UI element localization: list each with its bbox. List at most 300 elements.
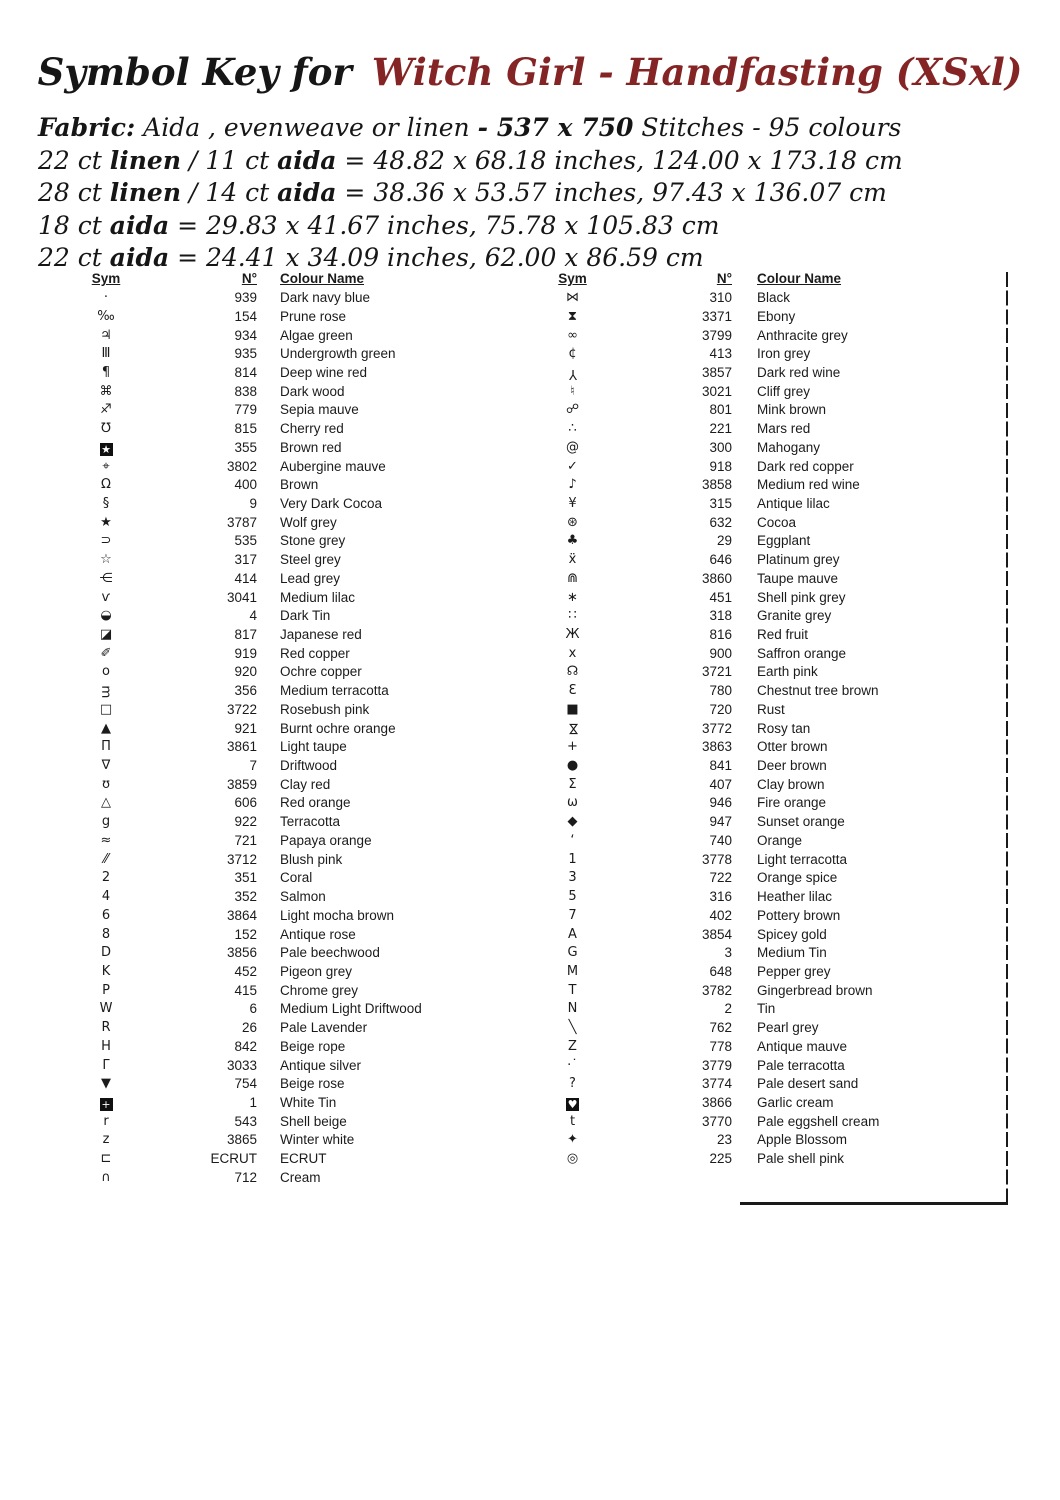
symbol-cell bbox=[75, 327, 137, 345]
colour-name-cell: Light terracotta bbox=[757, 851, 848, 867]
symbol-glyph: ★ bbox=[100, 514, 112, 530]
number-cell: 3857 bbox=[701, 364, 732, 380]
symbol-glyph: ⊛ bbox=[567, 514, 578, 530]
number-cell: 3787 bbox=[226, 514, 257, 530]
symbol-cell bbox=[545, 1150, 600, 1168]
symbol-cell bbox=[75, 1075, 137, 1093]
colour-name-cell: Blush pink bbox=[280, 851, 343, 867]
number-cell: 3782 bbox=[701, 982, 732, 998]
number-cell: 23 bbox=[716, 1132, 732, 1148]
symbol-glyph: ? bbox=[569, 1076, 576, 1092]
colour-name-cell: Winter white bbox=[280, 1132, 355, 1148]
number-cell: 415 bbox=[234, 982, 257, 998]
symbol-cell bbox=[545, 570, 600, 588]
symbol-cell bbox=[75, 551, 137, 569]
symbol-glyph: ⋈ bbox=[566, 290, 579, 306]
number-cell: 414 bbox=[234, 570, 257, 586]
symbol-cell bbox=[545, 645, 600, 663]
symbol-glyph: z bbox=[102, 1132, 110, 1148]
symbol-cell bbox=[75, 813, 137, 831]
symbol-cell bbox=[545, 720, 600, 738]
number-cell: 3864 bbox=[226, 907, 257, 923]
symbol-cell bbox=[75, 682, 137, 700]
colour-name-cell: Earth pink bbox=[757, 664, 818, 680]
number-cell: 3712 bbox=[226, 851, 257, 867]
colour-name-cell: Orange bbox=[757, 832, 803, 848]
symbol-cell bbox=[75, 401, 137, 419]
symbol-cell bbox=[545, 439, 600, 457]
symbol-glyph: ╲ bbox=[568, 1020, 577, 1036]
symbol-cell bbox=[75, 645, 137, 663]
colour-name-cell: Lead grey bbox=[280, 570, 341, 586]
symbol-glyph: ♣ bbox=[566, 533, 579, 549]
symbol-glyph: ∇ bbox=[101, 758, 111, 774]
symbol-glyph: Π bbox=[101, 739, 111, 755]
number-cell: 3854 bbox=[701, 926, 732, 942]
symbol-glyph: ▼ bbox=[101, 1076, 111, 1092]
symbol-cell bbox=[545, 626, 600, 644]
number-cell: 451 bbox=[709, 589, 732, 605]
number-cell: 402 bbox=[709, 907, 732, 923]
colour-name-cell: Light mocha brown bbox=[280, 907, 395, 923]
symbol-cell bbox=[545, 327, 600, 345]
colour-name-cell: Chestnut tree brown bbox=[757, 683, 879, 699]
number-cell: 816 bbox=[709, 627, 732, 643]
symbol-glyph: 4 bbox=[101, 889, 111, 905]
fabric-segment: / 14 ct bbox=[181, 178, 278, 207]
inverted-symbol-glyph: + bbox=[101, 1097, 111, 1111]
symbol-cell bbox=[75, 776, 137, 794]
colour-name-cell: Prune rose bbox=[280, 308, 347, 324]
colour-name-cell: Beige rope bbox=[280, 1038, 346, 1054]
colour-name-cell: Medium Light Driftwood bbox=[280, 1001, 422, 1017]
colour-name-cell: Heather lilac bbox=[757, 889, 833, 905]
symbol-glyph: ⋲ bbox=[99, 570, 113, 586]
colour-name-cell: Shell pink grey bbox=[757, 589, 846, 605]
colour-name-cell: Red orange bbox=[280, 795, 351, 811]
symbol-cell bbox=[545, 401, 600, 419]
fabric-segment: 22 ct bbox=[38, 145, 110, 175]
number-cell: 842 bbox=[234, 1038, 257, 1054]
symbol-glyph: Y bbox=[568, 365, 577, 381]
symbol-glyph: D bbox=[100, 945, 111, 961]
fabric-segment: - 537 x 750 bbox=[477, 113, 634, 142]
colour-name-cell: Saffron orange bbox=[757, 645, 847, 661]
symbol-cell bbox=[545, 514, 600, 532]
symbol-cell bbox=[545, 1131, 600, 1149]
colour-name-cell: Pale Lavender bbox=[280, 1020, 368, 1036]
colour-name-cell: Platinum grey bbox=[757, 552, 840, 568]
number-cell: 721 bbox=[234, 832, 257, 848]
number-cell: 3861 bbox=[226, 739, 257, 755]
colour-name-cell: Medium terracotta bbox=[280, 683, 389, 699]
symbol-glyph: 1 bbox=[568, 851, 577, 867]
colour-name-cell: Coral bbox=[280, 870, 313, 886]
colour-name-cell: Ebony bbox=[757, 308, 796, 324]
number-cell: 317 bbox=[234, 552, 257, 568]
colour-name-cell: Pigeon grey bbox=[280, 963, 353, 979]
symbol-cell bbox=[545, 757, 600, 775]
number-cell: 632 bbox=[709, 514, 732, 530]
symbol-glyph: ⋈ bbox=[565, 722, 581, 736]
symbol-glyph: T bbox=[568, 982, 577, 998]
number-cell: 838 bbox=[234, 383, 257, 399]
number-cell: 6 bbox=[249, 1001, 257, 1017]
symbol-glyph: M bbox=[566, 963, 579, 979]
symbol-cell bbox=[75, 757, 137, 775]
symbol-glyph: ⁄⁄ bbox=[103, 851, 109, 867]
symbol-glyph: ∷ bbox=[568, 608, 577, 624]
number-cell: 946 bbox=[709, 795, 732, 811]
sym-header: Sym bbox=[558, 271, 587, 287]
colour-name-cell: Clay red bbox=[280, 776, 331, 792]
number-cell: 3859 bbox=[226, 776, 257, 792]
symbol-cell bbox=[75, 458, 137, 476]
number-cell: 648 bbox=[709, 963, 732, 979]
number-cell: 1 bbox=[249, 1094, 257, 1110]
symbol-cell bbox=[545, 794, 600, 812]
symbol-glyph: ♃ bbox=[100, 327, 112, 343]
number-cell: 918 bbox=[709, 458, 732, 474]
symbol-glyph: ʻ bbox=[570, 832, 575, 848]
left-key-column bbox=[75, 270, 422, 1187]
colour-name-cell: Anthracite grey bbox=[757, 327, 848, 343]
colour-name-cell: Deep wine red bbox=[280, 364, 368, 380]
symbol-cell bbox=[75, 1094, 137, 1112]
symbol-cell bbox=[545, 963, 600, 981]
colour-name-cell: Terracotta bbox=[280, 814, 341, 830]
symbol-glyph: · bbox=[103, 290, 109, 306]
symbol-glyph: ¢ bbox=[568, 346, 577, 362]
number-cell: 3866 bbox=[701, 1094, 732, 1110]
symbol-cell bbox=[545, 1019, 600, 1037]
symbol-cell bbox=[75, 1057, 137, 1075]
colour-name-cell: Apple Blossom bbox=[757, 1132, 848, 1148]
number-cell: 351 bbox=[234, 870, 257, 886]
symbol-glyph: ☍ bbox=[565, 402, 580, 418]
colour-name-cell: Pale terracotta bbox=[757, 1057, 845, 1073]
colour-name-cell: Ochre copper bbox=[280, 664, 362, 680]
colour-name-cell: Papaya orange bbox=[280, 832, 372, 848]
symbol-glyph: ¥ bbox=[568, 495, 577, 511]
symbol-glyph: ⊃ bbox=[100, 533, 112, 549]
number-cell: 841 bbox=[709, 758, 732, 774]
number-cell: 543 bbox=[234, 1113, 257, 1129]
colour-name-cell: Antique mauve bbox=[757, 1038, 848, 1054]
colour-name-cell: Black bbox=[757, 290, 791, 306]
number-cell: 3858 bbox=[701, 477, 732, 493]
symbol-glyph: ♪ bbox=[568, 477, 577, 493]
number-cell: 3778 bbox=[701, 851, 732, 867]
symbol-cell bbox=[545, 420, 600, 438]
symbol-cell bbox=[545, 607, 600, 625]
colour-name-cell: Undergrowth green bbox=[280, 346, 396, 362]
page-title bbox=[0, 50, 1060, 94]
symbol-cell bbox=[545, 289, 600, 307]
symbol-cell bbox=[75, 364, 137, 382]
symbol-glyph: ☊ bbox=[566, 664, 579, 680]
fabric-segment: = 38.36 x 53.57 inches, 97.43 x 136.07 cm bbox=[336, 178, 887, 207]
symbol-cell bbox=[545, 589, 600, 607]
symbol-glyph: Ɛ bbox=[568, 683, 577, 699]
symbol-cell bbox=[545, 1113, 600, 1131]
colour-name-cell: Dark wood bbox=[280, 383, 345, 399]
number-cell: 801 bbox=[709, 402, 732, 418]
number-cell: 3863 bbox=[701, 739, 732, 755]
symbol-glyph: 6 bbox=[101, 907, 111, 923]
number-cell: 3722 bbox=[226, 701, 257, 717]
colour-name-cell: Cliff grey bbox=[757, 383, 811, 399]
symbol-cell bbox=[75, 626, 137, 644]
symbol-glyph: t bbox=[569, 1113, 576, 1129]
number-cell: 947 bbox=[709, 814, 732, 830]
fabric-segment: 18 ct bbox=[38, 210, 110, 240]
symbol-glyph: o bbox=[102, 664, 110, 680]
number-cell: 318 bbox=[709, 608, 732, 624]
symbol-cell bbox=[75, 738, 137, 756]
colour-name-cell: Red copper bbox=[280, 645, 350, 661]
symbol-glyph: ▲ bbox=[101, 720, 111, 736]
number-header: N° bbox=[241, 271, 257, 287]
colour-name-cell: Driftwood bbox=[280, 758, 338, 774]
symbol-cell bbox=[75, 589, 137, 607]
symbol-cell bbox=[75, 851, 137, 869]
fabric-segment: 22 ct bbox=[38, 243, 110, 272]
number-cell: 316 bbox=[709, 889, 732, 905]
colour-name-cell: Dark red wine bbox=[757, 364, 841, 380]
symbol-cell bbox=[75, 476, 137, 494]
colour-name-header: Colour Name bbox=[757, 271, 842, 287]
symbol-glyph: ✐ bbox=[100, 645, 112, 661]
symbol-glyph: ◆ bbox=[567, 814, 578, 830]
symbol-cell bbox=[75, 963, 137, 981]
number-cell: ECRUT bbox=[210, 1151, 257, 1167]
symbol-glyph: ◒ bbox=[100, 608, 112, 624]
number-cell: 3779 bbox=[701, 1057, 732, 1073]
symbol-glyph: 8 bbox=[101, 926, 111, 942]
colour-name-cell: Medium red wine bbox=[757, 477, 860, 493]
symbol-cell bbox=[75, 701, 137, 719]
fabric-segment: = 24.41 x 34.09 inches, 62.00 x 86.59 cm bbox=[169, 243, 704, 272]
colour-name-cell: Gingerbread brown bbox=[757, 982, 873, 998]
symbol-glyph: @ bbox=[566, 439, 579, 455]
symbol-cell bbox=[545, 663, 600, 681]
title-pattern-name: Witch Girl - Handfasting (XSxl) bbox=[371, 50, 1023, 94]
symbol-glyph: ∩ bbox=[101, 1169, 111, 1185]
symbol-cell bbox=[75, 439, 137, 457]
number-cell: 712 bbox=[234, 1169, 257, 1185]
colour-name-cell: Iron grey bbox=[757, 346, 811, 362]
symbol-cell bbox=[545, 701, 600, 719]
symbol-cell bbox=[75, 888, 137, 906]
symbol-glyph: G bbox=[567, 945, 578, 961]
symbol-glyph: R bbox=[101, 1020, 111, 1036]
symbol-cell bbox=[75, 308, 137, 326]
symbol-glyph: ⋒ bbox=[567, 570, 578, 586]
symbol-cell bbox=[545, 869, 600, 887]
colour-name-cell: Sunset orange bbox=[757, 814, 845, 830]
colour-name-cell: Pale desert sand bbox=[757, 1076, 859, 1092]
symbol-cell bbox=[75, 869, 137, 887]
colour-name-cell: Cream bbox=[280, 1169, 321, 1185]
symbol-glyph: A bbox=[568, 926, 577, 942]
colour-name-cell: Pale eggshell cream bbox=[757, 1113, 880, 1129]
number-cell: 606 bbox=[234, 795, 257, 811]
colour-name-cell: Shell beige bbox=[280, 1113, 347, 1129]
number-cell: 3021 bbox=[701, 383, 732, 399]
symbol-glyph: ∴ bbox=[568, 421, 577, 437]
symbol-glyph: H bbox=[101, 1038, 111, 1054]
number-cell: 152 bbox=[234, 926, 257, 942]
symbol-glyph: ∞ bbox=[567, 327, 578, 343]
number-cell: 814 bbox=[234, 364, 257, 380]
symbol-glyph: Γ bbox=[102, 1057, 110, 1073]
symbol-cell bbox=[545, 1038, 600, 1056]
fabric-segment: aida bbox=[109, 210, 170, 240]
symbol-cell bbox=[545, 851, 600, 869]
symbol-cell bbox=[545, 1057, 600, 1075]
symbol-glyph: ◪ bbox=[99, 627, 113, 643]
colour-name-cell: Burnt ochre orange bbox=[280, 720, 396, 736]
colour-name-cell: Medium lilac bbox=[280, 589, 356, 605]
symbol-cell bbox=[75, 514, 137, 532]
number-cell: 400 bbox=[234, 477, 257, 493]
symbol-cell bbox=[75, 907, 137, 925]
symbol-cell bbox=[545, 383, 600, 401]
number-cell: 646 bbox=[709, 552, 732, 568]
symbol-cell bbox=[75, 663, 137, 681]
symbol-glyph: ‰ bbox=[97, 308, 115, 324]
symbol-cell bbox=[75, 345, 137, 363]
number-cell: 3 bbox=[724, 945, 732, 961]
symbol-glyph: K bbox=[101, 963, 111, 979]
fabric-line bbox=[38, 177, 1028, 210]
symbol-glyph: g bbox=[101, 814, 111, 830]
symbol-cell bbox=[545, 476, 600, 494]
symbol-glyph: ω bbox=[567, 795, 578, 811]
number-cell: 939 bbox=[234, 290, 257, 306]
symbol-glyph: ℧ bbox=[101, 421, 111, 437]
symbol-glyph: Σ bbox=[568, 776, 577, 792]
colour-name-cell: Pottery brown bbox=[757, 907, 841, 923]
symbol-cell bbox=[75, 944, 137, 962]
symbol-glyph: ● bbox=[566, 758, 579, 774]
fabric-segment: linen bbox=[109, 145, 182, 175]
colour-name-cell: Spicey gold bbox=[757, 926, 827, 942]
right-key-column bbox=[545, 270, 879, 1169]
colour-name-cell: Wolf grey bbox=[280, 514, 337, 530]
symbol-cell bbox=[545, 982, 600, 1000]
symbol-glyph: ⌖ bbox=[102, 458, 110, 474]
symbol-glyph: 3 bbox=[568, 870, 577, 886]
symbol-glyph: r bbox=[103, 1113, 109, 1129]
colour-name-cell: Stone grey bbox=[280, 533, 346, 549]
symbol-glyph: ≈ bbox=[100, 832, 112, 848]
fabric-segment: aida bbox=[109, 243, 170, 272]
colour-name-cell: Eggplant bbox=[757, 533, 811, 549]
symbol-glyph: ᴟ bbox=[101, 683, 111, 699]
symbol-glyph: □ bbox=[99, 701, 113, 717]
symbol-glyph: W bbox=[99, 1001, 113, 1017]
symbol-glyph: ♐ bbox=[100, 402, 112, 418]
fabric-segment: Aida , evenweave or linen bbox=[135, 113, 478, 142]
symbol-cell bbox=[545, 813, 600, 831]
colour-name-cell: Pearl grey bbox=[757, 1020, 819, 1036]
number-cell: 3856 bbox=[226, 945, 257, 961]
number-cell: 3774 bbox=[701, 1076, 732, 1092]
fabric-segment: = 48.82 x 68.18 inches, 124.00 x 173.18 cm bbox=[336, 145, 903, 175]
symbol-glyph: Ⅲ bbox=[101, 346, 111, 362]
symbol-glyph: N bbox=[567, 1001, 578, 1017]
symbol-cell bbox=[75, 607, 137, 625]
number-cell: 452 bbox=[234, 963, 257, 979]
fabric-segment: linen bbox=[109, 178, 182, 207]
number-cell: 29 bbox=[716, 533, 732, 549]
colour-name-cell: Algae green bbox=[280, 327, 353, 343]
fabric-segment: Stitches - 95 colours bbox=[633, 113, 902, 142]
number-cell: 315 bbox=[709, 495, 732, 511]
symbol-glyph: P bbox=[102, 982, 110, 998]
number-cell: 225 bbox=[709, 1151, 732, 1167]
fabric-line bbox=[38, 112, 1028, 145]
symbol-cell bbox=[545, 1075, 600, 1093]
colour-name-cell: Cocoa bbox=[757, 514, 797, 530]
symbol-glyph: ⌘ bbox=[99, 383, 113, 399]
symbol-glyph: ♮ bbox=[570, 383, 575, 399]
number-cell: 3802 bbox=[226, 458, 257, 474]
number-cell: 779 bbox=[234, 402, 257, 418]
symbol-cell bbox=[545, 308, 600, 326]
colour-name-cell: Pepper grey bbox=[757, 963, 831, 979]
symbol-cell bbox=[75, 1150, 137, 1168]
colour-name-cell: Dark navy blue bbox=[280, 290, 371, 306]
sym-header: Sym bbox=[91, 271, 121, 287]
fabric-segment: 28 ct bbox=[38, 178, 110, 207]
table-bottom-border bbox=[740, 1202, 1008, 1205]
fabric-line bbox=[38, 145, 1028, 178]
number-cell: 221 bbox=[709, 421, 732, 437]
fabric-block bbox=[38, 112, 1028, 275]
number-cell: 3033 bbox=[226, 1057, 257, 1073]
symbol-cell bbox=[545, 907, 600, 925]
number-cell: 934 bbox=[234, 327, 257, 343]
number-cell: 3041 bbox=[226, 589, 257, 605]
symbol-cell bbox=[75, 720, 137, 738]
colour-name-cell: Cherry red bbox=[280, 421, 344, 437]
symbol-glyph: ☆ bbox=[100, 552, 112, 568]
number-cell: 920 bbox=[234, 664, 257, 680]
symbol-glyph: Z bbox=[568, 1038, 577, 1054]
number-cell: 355 bbox=[234, 439, 257, 455]
colour-name-cell: Light taupe bbox=[280, 739, 347, 755]
colour-name-cell: ECRUT bbox=[280, 1151, 327, 1167]
symbol-cell bbox=[75, 532, 137, 550]
symbol-glyph: ■ bbox=[566, 701, 579, 717]
number-cell: 722 bbox=[709, 870, 732, 886]
symbol-cell bbox=[75, 420, 137, 438]
number-cell: 778 bbox=[709, 1038, 732, 1054]
symbol-cell bbox=[545, 458, 600, 476]
symbol-cell bbox=[75, 289, 137, 307]
symbol-cell bbox=[75, 570, 137, 588]
colour-name-cell: Antique rose bbox=[280, 926, 356, 942]
symbol-cell bbox=[545, 345, 600, 363]
symbol-cell bbox=[545, 944, 600, 962]
colour-name-cell: Rosy tan bbox=[757, 720, 811, 736]
symbol-glyph: ẍ bbox=[568, 552, 577, 568]
number-cell: 3772 bbox=[701, 720, 732, 736]
number-cell: 7 bbox=[249, 758, 257, 774]
